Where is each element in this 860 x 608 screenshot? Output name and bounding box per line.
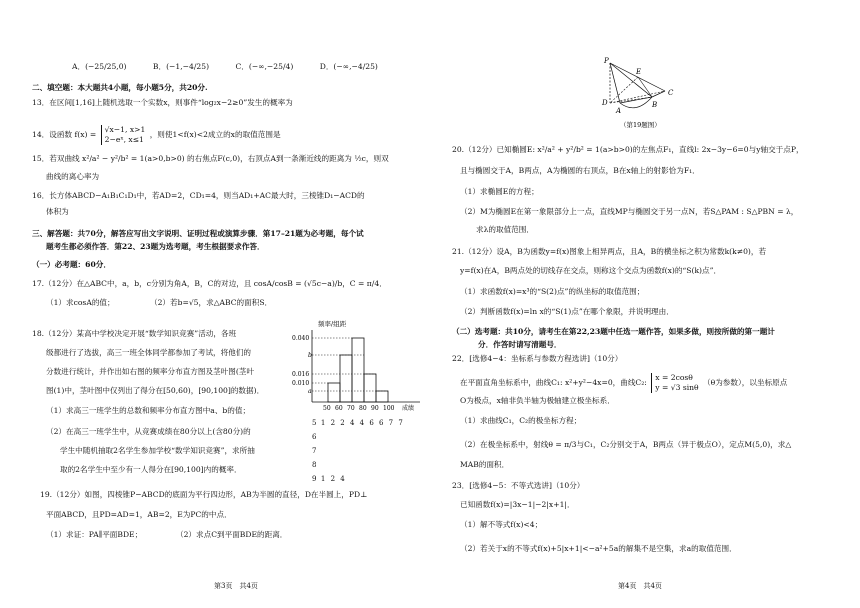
- q22-case-2: y = √3 sinθ: [655, 382, 699, 392]
- stem-row: [312, 472, 404, 486]
- edge-bc: [652, 91, 665, 97]
- question-22-title: 22．[选修4−4：坐标系与参数方程选讲]（10分）: [452, 354, 623, 363]
- ytick-0016: 0.016: [292, 371, 310, 378]
- stem-row: [312, 458, 404, 472]
- page-footer-left: 第3页 共4页: [214, 582, 258, 590]
- hist-xlabel: 成绩: [402, 405, 415, 412]
- question-13: 13．在区间[1,16]上随机选取一个实数x，则事件“log₂x−2≥0”发生的概率为: [32, 98, 293, 107]
- right-page: [430, 0, 860, 608]
- required-header: （一）必考题：60分．: [32, 260, 111, 269]
- bar-90-100: [376, 391, 388, 402]
- hist-ylabel: 频率/组距: [318, 320, 347, 328]
- question-14: [32, 125, 281, 145]
- question-19-line1: 19.（12分）如图，四棱锥P−ABCD的底面为平行四边形，AB为半圆的直径，D在半圆上，PD⊥: [40, 490, 368, 499]
- q18-line-1: 18.（12分）某高中学校决定开展“数学知识竞赛”活动，各班: [32, 329, 237, 338]
- q14-case-2: 2−eˣ, x≤1: [104, 134, 144, 144]
- page-footer-right: 第4页 共4页: [618, 582, 662, 590]
- q18-line-4: 图(1)中，茎叶图中仅列出了得分在[50,60)，[90,100]的数据)．: [46, 386, 265, 395]
- xtick-100: 100: [383, 405, 395, 412]
- question-15-line2: 曲线的离心率为: [46, 172, 100, 181]
- question-23-title: 23．[选修4−5：不等式选讲]（10分）: [452, 481, 585, 490]
- leaves-5: 1 2 2 4 4 6 6 7 7: [320, 419, 405, 427]
- stem-row: [312, 444, 404, 458]
- q22-part2a: （2）在极坐标系中，射线θ = π/3与C₁，C₂分别交于A，B两点（异于极点O），定点M(5,0)，求△: [460, 440, 792, 449]
- stem-leaf-plot: [312, 416, 404, 486]
- label-e: E: [636, 68, 642, 76]
- edge-pa: [610, 63, 620, 103]
- q22-text-b: （θ为参数），以坐标原点: [703, 377, 788, 387]
- q22-part1: （1）求曲线C₁，C₂的极坐标方程；: [460, 416, 582, 425]
- figure-19: [590, 55, 705, 130]
- q22-param-system: [651, 373, 698, 393]
- q19-part2: （2）求点C到平面BDE的距离．: [176, 530, 288, 539]
- q17-part2: （2）若b=√5，求△ABC的面积S．: [150, 298, 273, 307]
- optional-line1: （二）选考题：共10分，请考生在第22,23题中任选一题作答，如果多做，则按所做的第一题计: [452, 327, 775, 336]
- question-22-line1: [460, 373, 787, 393]
- q23-part2: （2）若关于x的不等式f(x)+5|x+1|<−a²+5a的解集不是空集，求a的取值范围．: [460, 544, 737, 553]
- q18-part2-line2: 学生中随机抽取2名学生参加学校“数学知识竞赛”，求所抽: [60, 446, 255, 455]
- ytick-0010: 0.010: [292, 380, 310, 387]
- ytick-b: b: [308, 352, 312, 359]
- stem-6: 6: [312, 433, 317, 441]
- q19-part1: （1）求证：PA∥平面BDE；: [46, 530, 143, 539]
- frequency-histogram: [290, 318, 435, 412]
- ytick-a: a: [308, 388, 312, 395]
- option-d: D．(−∞,−4/25): [319, 62, 378, 71]
- question-22-line2: O为极点，x轴非负半轴为极轴建立极坐标系．: [460, 396, 615, 405]
- section2-header: 二、填空题：本大题共4小题，每小题5分，共20分.: [32, 83, 208, 92]
- q17-part1: （1）求cosA的值；: [46, 298, 115, 307]
- question-21-line1: 21.（12分）设A，B为函数y=f(x)图象上相异两点，且A，B的横坐标之积为常数k(k≠0)，若: [452, 247, 767, 256]
- stem-row: [312, 416, 404, 430]
- label-b: B: [652, 101, 658, 109]
- question-15-line1: 15．若双曲线 x²/a² − y²/b² = 1(a>0,b>0) 的右焦点F(c,0)，右顶点A到一条渐近线的距离为 ½c，则双: [32, 154, 389, 163]
- q20-part1: （1）求椭圆E的方程；: [460, 187, 539, 196]
- question-20-line1: 20.（12分）已知椭圆E: x²/a² + y²/b² = 1(a>b>0)的左焦点F₁，直线l: 2x−3y−6=0与y轴交于点P，: [452, 145, 804, 154]
- label-p: P: [604, 57, 609, 65]
- bar-80-90: [364, 374, 376, 402]
- q18-part2-line3: 取的2名学生中至少有一人得分在[90,100]内的概率．: [60, 465, 242, 474]
- edge-db: [610, 97, 652, 103]
- q14-text-a: 14．设函数 f(x) =: [32, 129, 97, 139]
- leaves-9: 1 2 4: [320, 475, 347, 483]
- option-c: C．(−∞,−25/4): [235, 62, 294, 71]
- bar-50-60: [328, 383, 340, 402]
- section3-line1: 三、解答题：共70分，解答应写出文字说明、证明过程或演算步骤．第17–21题为必考题，每个试: [32, 229, 364, 238]
- q20-part2b: 求λ的取值范围．: [476, 225, 534, 234]
- edge-pb: [610, 63, 652, 97]
- xtick-90: 90: [371, 405, 379, 412]
- xtick-70: 70: [347, 405, 355, 412]
- stem-row: [312, 430, 404, 444]
- stem-5: 5: [312, 419, 317, 427]
- q20-part2: （2）M为椭圆E在第一象限部分上一点，直线MP与椭圆交于另一点N，若S△PAM : S△PBN = λ，: [460, 207, 799, 216]
- xtick-60: 60: [335, 405, 343, 412]
- q14-text-b: ，则使1<f(x)<2成立的x的取值范围是: [149, 129, 281, 139]
- question-20-line2: 且与椭圆交于A，B两点，A为椭圆的右顶点，B在x轴上的射影恰为F₁．: [460, 166, 700, 175]
- q21-part1: （1）求函数f(x)=x³的“S(2)点”的纵坐标的取值范围；: [460, 287, 645, 296]
- label-c: C: [668, 89, 674, 97]
- question-21-line2: y=f(x)在A，B两点处的切线存在交点，则称这个交点为函数f(x)的“S(k)点”．: [460, 266, 722, 275]
- option-b: B．(−1,−4/25): [152, 62, 210, 71]
- q18-line-3: 分数进行统计，并作出如右图的频率分布直方图及茎叶图(茎叶: [46, 367, 254, 376]
- xtick-80: 80: [359, 405, 367, 412]
- q14-piecewise: [101, 125, 146, 145]
- question-16-line1: 16．长方体ABCD−A₁B₁C₁D₁中，若AD=2，CD₁=4，则当AD₁+AC最大时，三棱锥D₁−ACD的: [32, 191, 365, 200]
- label-a: A: [616, 107, 622, 115]
- stem-9: 9: [312, 475, 317, 483]
- label-d: D: [602, 99, 608, 107]
- xtick-50: 50: [323, 405, 331, 412]
- bar-70-80: [352, 338, 364, 402]
- question-23-line1: 已知函数f(x)=|3x−1|−2|x+1|．: [460, 500, 575, 509]
- question-19-line2: 平面ABCD，且PD=AD=1，AB=2，E为PC的中点．: [46, 510, 232, 519]
- q22-text-a: 在平面直角坐标系中，曲线C₁: x²+y²−4x=0，曲线C₂:: [460, 377, 647, 387]
- option-a: A．(−25/25,0): [72, 62, 127, 71]
- question-16-line2: 体积为: [46, 207, 69, 216]
- q22-case-1: x = 2cosθ: [655, 373, 693, 382]
- q23-part1: （1）解不等式f(x)<4；: [460, 520, 543, 529]
- q18-line-2: 级都进行了选拔，高三一班全体同学都参加了考试，将他们的: [46, 348, 252, 357]
- q14-case-1: √x−1, x>1: [104, 125, 146, 134]
- stem-7: 7: [312, 447, 317, 455]
- q18-part2-line1: （2）在高三一班学生中，从竞赛成绩在80分以上(含80分)的: [46, 427, 251, 436]
- q18-part1: （1）求高三一班学生的总数和频率分布直方图中a、b的值；: [46, 406, 251, 415]
- bar-60-70: [340, 355, 352, 402]
- section3-line2: 题考生都必须作答．第22、23题为选考题，考生根据要求作答．: [46, 242, 265, 251]
- stem-8: 8: [312, 461, 317, 469]
- figure-19-caption: （第19题图）: [620, 121, 661, 129]
- q12-options: [72, 62, 378, 71]
- question-17: 17.（12分）在△ABC中，a，b，c分别为角A，B，C的对边，且 cosA/cosB = (√5c−a)/b，C = π/4．: [32, 279, 387, 288]
- ytick-0040: 0.040: [292, 335, 310, 342]
- optional-line2: 分．作答时请写清题号．: [478, 340, 562, 349]
- q22-part2b: MAB的面积．: [460, 460, 510, 469]
- q21-part2: （2）判断函数f(x)=ln x的“S(1)点”在哪个象限，并说明理由．: [460, 307, 674, 316]
